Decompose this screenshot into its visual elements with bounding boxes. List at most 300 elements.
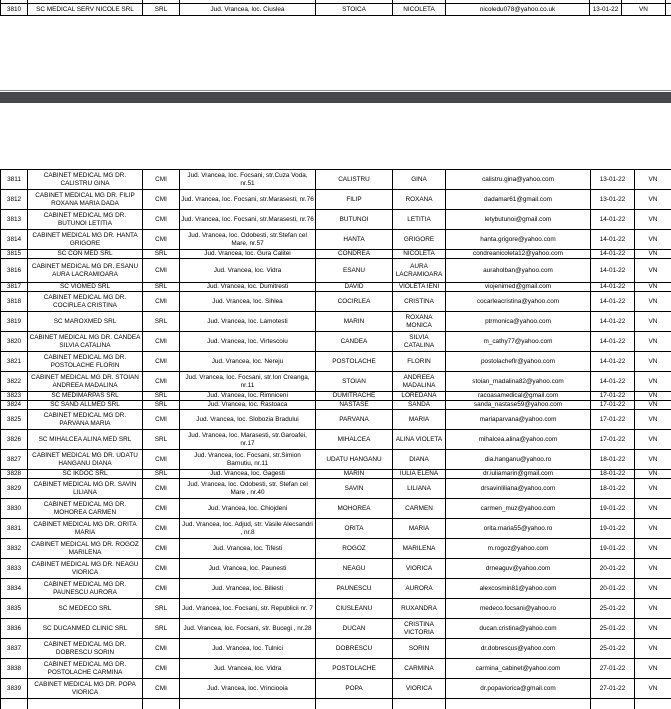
table-row [1, 372, 671, 392]
last-name-cell: CONDREA [316, 250, 393, 259]
address-cell: Jud. Vrancea, loc. Gagesti [180, 470, 316, 479]
row-number-cell: 3820 [1, 332, 28, 352]
email-cell: drneaguv@yahoo.com [446, 559, 591, 579]
county-cell: VN [635, 230, 671, 250]
table-row [1, 479, 671, 499]
email-cell: auraholban@yahoo.com [446, 259, 591, 283]
first-name-cell: CRISTINA VICTORIA [393, 619, 446, 639]
county-cell: VN [635, 430, 671, 450]
provider-name-cell: CABINET MEDICAL MG DR. COCIRLEA CRISTINA [28, 292, 143, 312]
first-name-cell: CARMEN [393, 499, 446, 519]
last-name-cell: MARIN [316, 470, 393, 479]
first-name-cell: IULIA ELENA [393, 470, 446, 479]
county-cell: VN [622, 4, 666, 16]
last-name-cell: CANDEA [316, 332, 393, 352]
address-cell: Jud. Vrancea, loc. Lamotesti [180, 312, 316, 332]
table-row [1, 401, 671, 410]
legal-form-cell: CMI [143, 679, 180, 699]
last-name-cell: DOBRESCU [316, 639, 393, 659]
provider-name-cell: CABINET MEDICAL MG DR. UDATU HANGANU DIANA [28, 450, 143, 470]
date-cell: 14-01-22 [591, 312, 635, 332]
row-number-cell: 3823 [1, 392, 28, 401]
email-cell: m_cathy77@yahoo.com [446, 332, 591, 352]
first-name-cell: CRISTINA [393, 292, 446, 312]
legal-form-cell: CMI [143, 539, 180, 559]
table-row [1, 599, 671, 619]
county-cell: VN [635, 479, 671, 499]
address-cell: Jud. Vrancea, loc. Dumitresti [180, 283, 316, 292]
address-cell: Jud. Vrancea, loc. Vrinciooia [180, 679, 316, 699]
table-row [1, 639, 671, 659]
address-cell: Jud. Vrancea, loc. Focsani, str.Cuza Voda, nr.51 [180, 170, 316, 190]
legal-form-cell: SRL [143, 4, 180, 16]
row-number-cell: 3826 [1, 430, 28, 450]
county-cell: VN [635, 539, 671, 559]
legal-form-cell: CMI [143, 352, 180, 372]
email-cell: dr.iuliamarin@gmail.com [446, 470, 591, 479]
provider-name-cell: SC DUCANMED CLINIC SRL [28, 619, 143, 639]
date-cell: 13-01-22 [591, 170, 635, 190]
table-row [1, 539, 671, 559]
date-cell: 19-01-22 [591, 499, 635, 519]
email-cell: ptrmonica@yahoo.com [446, 312, 591, 332]
first-name-cell: VIORICA [393, 559, 446, 579]
last-name-cell: BUTUNOI [316, 210, 393, 230]
legal-form-cell: SRL [143, 392, 180, 401]
county-cell: VN [635, 401, 671, 410]
first-name-cell: CARMINA [393, 659, 446, 679]
county-cell: VN [635, 470, 671, 479]
first-name-cell: MARILENA [393, 539, 446, 559]
county-cell: VN [635, 659, 671, 679]
table-row [1, 659, 671, 679]
first-name-cell: AURORA [393, 579, 446, 599]
provider-name-cell: CABINET MEDICAL MG DR. CANDEA SILVIA CATALINA [28, 332, 143, 352]
county-cell: VN [635, 170, 671, 190]
row-number-cell: 3834 [1, 579, 28, 599]
provider-name-cell: SC IKDOC SRL [28, 470, 143, 479]
date-cell: 14-01-22 [591, 250, 635, 259]
legal-form-cell: CMI [143, 499, 180, 519]
county-cell: VN [635, 559, 671, 579]
county-cell: VN [635, 410, 671, 430]
table-row [1, 619, 671, 639]
legal-form-cell: CMI [143, 579, 180, 599]
email-cell: ducan.cristina@yahoo.com [446, 619, 591, 639]
last-name-cell: STOIAN [316, 372, 393, 392]
row-number-cell: 3825 [1, 410, 28, 430]
provider-name-cell: CABINET MEDICAL MG DR. ORITA MARIA [28, 519, 143, 539]
table-row [1, 450, 671, 470]
table-row [1, 679, 671, 699]
county-cell: VN [635, 250, 671, 259]
date-cell: 17-01-22 [591, 410, 635, 430]
table-row [1, 579, 671, 599]
county-cell: VN [635, 639, 671, 659]
last-name-cell: CIUSLEANU [316, 599, 393, 619]
county-cell: VN [635, 190, 671, 210]
provider-name-cell: CABINET MEDICAL MG DR. ROGOZ MARILENA [28, 539, 143, 559]
email-cell: mihalcea.alina@yahoo.com [446, 430, 591, 450]
county-cell: VN [635, 372, 671, 392]
last-name-cell: PAUNESCU [316, 579, 393, 599]
provider-name-cell: CABINET MEDICAL MG DR. POSTOLACHE FLORIN [28, 352, 143, 372]
legal-form-cell: CMI [143, 210, 180, 230]
row-number-cell: 3813 [1, 210, 28, 230]
first-name-cell: SANDA [393, 401, 446, 410]
page-break-line [0, 90, 671, 91]
last-name-cell: MARIN [316, 312, 393, 332]
date-cell: 14-01-22 [591, 372, 635, 392]
address-cell: Jud. Vrancea, loc. Focsani, str.Simion Barnutiu, nr.11 [180, 450, 316, 470]
county-cell: VN [635, 283, 671, 292]
provider-name-cell: CABINET MEDICAL MG DR. NEAGU VIORICA [28, 559, 143, 579]
date-cell: 14-01-22 [591, 259, 635, 283]
address-cell: Jud. Vrancea, loc. Tulnici [180, 639, 316, 659]
last-name-cell: POPA [316, 679, 393, 699]
table-row [1, 190, 671, 210]
date-cell: 20-01-22 [591, 559, 635, 579]
first-name-cell: VIORICA [393, 679, 446, 699]
county-cell: VN [635, 599, 671, 619]
row-number-cell: 3829 [1, 479, 28, 499]
row-number-cell: 3818 [1, 292, 28, 312]
date-cell: 14-01-22 [591, 230, 635, 250]
date-cell: 14-01-22 [591, 352, 635, 372]
row-number-cell: 3828 [1, 470, 28, 479]
provider-name-cell: CABINET MEDICAL MG DR. PARVANA MARIA [28, 410, 143, 430]
last-name-cell: STOICA [316, 4, 393, 16]
date-cell: 14-01-22 [591, 292, 635, 312]
last-name-cell: POSTOLACHE [316, 352, 393, 372]
provider-name-cell: CABINET MEDICAL MG DR. DOBRESCU SORIN [28, 639, 143, 659]
page-break-bar [0, 92, 671, 103]
first-name-cell: SILVIA CATALINA [393, 332, 446, 352]
email-cell: m.rogoz@yahoo.com [446, 539, 591, 559]
email-cell: orita.maria55@yahoo.ro [446, 519, 591, 539]
provider-name-cell: CABINET MEDICAL MG DR. MOHOREA CARMEN [28, 499, 143, 519]
date-cell: 27-01-22 [591, 679, 635, 699]
address-cell: Jud. Vrancea, loc. Slobozia Bradului [180, 410, 316, 430]
legal-form-cell: SRL [143, 401, 180, 410]
first-name-cell: LOREDANA [393, 392, 446, 401]
provider-name-cell: CABINET MEDICAL MG DR. BUTUNOI LETITIA [28, 210, 143, 230]
provider-name-cell: CABINET MEDICAL MG DR. CALISTRU GINA [28, 170, 143, 190]
county-cell: VN [635, 519, 671, 539]
table-row [1, 410, 671, 430]
first-name-cell: LILIANA [393, 479, 446, 499]
table-row [1, 250, 671, 259]
provider-name-cell: CABINET MEDICAL MG DR. HANTA GRIGORE [28, 230, 143, 250]
address-cell: Jud. Vrancea, loc. Focsani, str. Bucegi , nr.28 [180, 619, 316, 639]
email-cell: carmina_cabinet@yahoo.com [446, 659, 591, 679]
address-cell: Jud. Vrancea, loc. Rastoaca [180, 401, 316, 410]
email-cell: alexcosmin81@yahoo.com [446, 579, 591, 599]
row-number-cell: 3833 [1, 559, 28, 579]
first-name-cell: ALINA VIOLETA [393, 430, 446, 450]
last-name-cell: CALISTRU [316, 170, 393, 190]
address-cell: Jud. Vrancea, loc. Focsani, str.Marasesti, nr.76 [180, 210, 316, 230]
county-cell: VN [635, 332, 671, 352]
date-cell: 20-01-22 [591, 579, 635, 599]
row-number-cell: 3812 [1, 190, 28, 210]
date-cell: 18-01-22 [591, 479, 635, 499]
county-cell: VN [635, 619, 671, 639]
date-cell: 19-01-22 [591, 519, 635, 539]
first-name-cell: ANDREEA MADALINA [393, 372, 446, 392]
table-row [1, 430, 671, 450]
address-cell [180, 699, 316, 709]
county-cell [635, 699, 671, 709]
county-cell: VN [635, 450, 671, 470]
email-cell: letybutunoi@gmail.com [446, 210, 591, 230]
provider-name-cell: CABINET MEDICAL MG DR. FILIP ROXANA MARIA DADA [28, 190, 143, 210]
date-cell: 25-01-22 [591, 599, 635, 619]
email-cell: dr.popaviorica@gmail.com [446, 679, 591, 699]
legal-form-cell: CMI [143, 639, 180, 659]
email-cell: nicoledu078@yahoo.co.uk [446, 4, 590, 16]
legal-form-cell: CMI [143, 190, 180, 210]
table-row [1, 352, 671, 372]
county-cell: VN [635, 352, 671, 372]
first-name-cell: NICOLETA [393, 4, 446, 16]
table-row [1, 699, 671, 709]
provider-name-cell: SC CON MED SRL [28, 250, 143, 259]
legal-form-cell: CMI [143, 332, 180, 352]
address-cell: Jud. Vrancea, loc. Focsani, str.Marasesti, nr.76 [180, 190, 316, 210]
email-cell: dr.dobrescus@yahoo.com [446, 639, 591, 659]
provider-name-cell: SC SAND ALLMED SRL [28, 401, 143, 410]
row-number-cell: 3827 [1, 450, 28, 470]
address-cell: Jud. Vrancea, loc. Sihlea [180, 292, 316, 312]
legal-form-cell: CMI [143, 559, 180, 579]
legal-form-cell: CMI [143, 292, 180, 312]
email-cell: drsavinliliana@yahoo.com [446, 479, 591, 499]
email-cell: hanta.grigore@yahoo.com [446, 230, 591, 250]
first-name-cell: FLORIN [393, 352, 446, 372]
table-row [1, 519, 671, 539]
row-number-cell: 3838 [1, 659, 28, 679]
provider-name-cell: SC MEDICAL SERV NICOLE SRL [28, 4, 143, 16]
provider-name-cell: SC MIHALCEA ALINA MED SRL [28, 430, 143, 450]
first-name-cell [393, 699, 446, 709]
first-name-cell: VIOLETA IENI [393, 283, 446, 292]
legal-form-cell: SRL [143, 430, 180, 450]
address-cell: Jud. Vrancea, loc. Odobesti, str.Stefan cel Mare, nr.57 [180, 230, 316, 250]
email-cell: condreanicoleta12@yahoo.com [446, 250, 591, 259]
first-name-cell: GINA [393, 170, 446, 190]
county-cell: VN [635, 392, 671, 401]
row-number-cell: 3832 [1, 539, 28, 559]
first-name-cell: NICOLETA [393, 250, 446, 259]
first-name-cell: SORIN [393, 639, 446, 659]
row-number-cell: 3821 [1, 352, 28, 372]
provider-name-cell: CABINET MEDICAL MG DR. SAVIN LILIANA [28, 479, 143, 499]
provider-name-cell: CABINET MEDICAL MG DR. POPA VIORICA [28, 679, 143, 699]
providers-table [0, 169, 671, 709]
table-row [1, 170, 671, 190]
date-cell: 25-01-22 [591, 639, 635, 659]
last-name-cell: UDATU HANGANU [316, 450, 393, 470]
first-name-cell: GRIGORE [393, 230, 446, 250]
address-cell: Jud. Vrancea, loc. Focsani, str.Ion Creanga, nr.11 [180, 372, 316, 392]
first-name-cell: ROXANA [393, 190, 446, 210]
table-row [1, 230, 671, 250]
email-cell: calistru.gina@yahoo.com [446, 170, 591, 190]
email-cell: racoasamedical@gmail.com [446, 392, 591, 401]
legal-form-cell: CMI [143, 230, 180, 250]
address-cell: Jud. Vrancea, loc. Virtescoiu [180, 332, 316, 352]
first-name-cell: RUXANDRA [393, 599, 446, 619]
legal-form-cell [143, 699, 180, 709]
date-cell: 14-01-22 [591, 332, 635, 352]
email-cell: sanda_nastase59@yahoo.com [446, 401, 591, 410]
legal-form-cell: SRL [143, 283, 180, 292]
county-cell: VN [635, 259, 671, 283]
previous-page-table [0, 0, 671, 16]
last-name-cell: POSTOLACHE [316, 659, 393, 679]
provider-name-cell: CABINET MEDICAL MG DR. STOIAN ANDREEA MADALINA [28, 372, 143, 392]
address-cell: Jud. Vrancea, loc. Adjud, str. Vasile Alecsandri , nr.8 [180, 519, 316, 539]
extra-cell [666, 4, 671, 16]
last-name-cell: HANTA [316, 230, 393, 250]
county-cell: VN [635, 292, 671, 312]
first-name-cell: ROXANA MONICA [393, 312, 446, 332]
row-number-cell: 3839 [1, 679, 28, 699]
email-cell: cocarleacristina@yahoo.com [446, 292, 591, 312]
date-cell: 17-01-22 [591, 401, 635, 410]
legal-form-cell: CMI [143, 479, 180, 499]
row-number-cell: 3835 [1, 599, 28, 619]
email-cell: postolacheflr@yahoo.com [446, 352, 591, 372]
legal-form-cell: SRL [143, 619, 180, 639]
row-number-cell: 3817 [1, 283, 28, 292]
last-name-cell: MOHOREA [316, 499, 393, 519]
table-row [1, 4, 671, 16]
last-name-cell: NEAGU [316, 559, 393, 579]
row-number-cell: 3815 [1, 250, 28, 259]
provider-name-cell: SC MEDIMARPAS SRL [28, 392, 143, 401]
table-row [1, 312, 671, 332]
address-cell: Jud. Vrancea, loc. Nereju [180, 352, 316, 372]
legal-form-cell: CMI [143, 519, 180, 539]
legal-form-cell: SRL [143, 470, 180, 479]
address-cell: Jud. Vrancea, loc. Gura Calitei [180, 250, 316, 259]
date-cell: 13-01-22 [591, 190, 635, 210]
email-cell [446, 699, 591, 709]
date-cell: 17-01-22 [591, 430, 635, 450]
table-row [1, 559, 671, 579]
county-cell: VN [635, 499, 671, 519]
date-cell: 18-01-22 [591, 470, 635, 479]
table-row [1, 292, 671, 312]
first-name-cell: DIANA [393, 450, 446, 470]
address-cell: Jud. Vrancea, loc. Vidra [180, 259, 316, 283]
last-name-cell [316, 699, 393, 709]
last-name-cell: FILIP [316, 190, 393, 210]
provider-name-cell [28, 699, 143, 709]
legal-form-cell: CMI [143, 170, 180, 190]
address-cell: Jud. Vrancea, loc. Chiojdeni [180, 499, 316, 519]
last-name-cell: DUCAN [316, 619, 393, 639]
table-row [1, 283, 671, 292]
provider-name-cell: CABINET MEDICAL MG DR. PAUNESCU AURORA [28, 579, 143, 599]
last-name-cell: SAVIN [316, 479, 393, 499]
county-cell: VN [635, 210, 671, 230]
date-cell: 25-01-22 [591, 619, 635, 639]
email-cell: carmen_muz@yahoo.com [446, 499, 591, 519]
row-number-cell: 3830 [1, 499, 28, 519]
row-number-cell [1, 699, 28, 709]
date-cell: 13-01-22 [590, 4, 622, 16]
table-row [1, 392, 671, 401]
email-cell: medeco.focsani@yahoo.ro [446, 599, 591, 619]
table-row [1, 499, 671, 519]
address-cell: Jud. Vrancea, loc. Rimniceni [180, 392, 316, 401]
legal-form-cell: SRL [143, 312, 180, 332]
legal-form-cell: CMI [143, 259, 180, 283]
date-cell: 17-01-22 [591, 392, 635, 401]
email-cell: dia.hanganu@yahoo.ro [446, 450, 591, 470]
last-name-cell: MIHALCEA [316, 430, 393, 450]
date-cell: 27-01-22 [591, 659, 635, 679]
legal-form-cell: CMI [143, 659, 180, 679]
email-cell: mariaparvana@yahoo.com [446, 410, 591, 430]
legal-form-cell: SRL [143, 599, 180, 619]
address-cell: Jud. Vrancea, loc. Vidra [180, 659, 316, 679]
address-cell: Jud. Vrancea, loc. Tifesti [180, 539, 316, 559]
table-row [1, 259, 671, 283]
county-cell: VN [635, 312, 671, 332]
table-row [1, 470, 671, 479]
first-name-cell: MARIA [393, 519, 446, 539]
row-number-cell: 3816 [1, 259, 28, 283]
first-name-cell: AURA LACRAMIOARA [393, 259, 446, 283]
row-number-cell: 3810 [1, 4, 28, 16]
date-cell: 14-01-22 [591, 283, 635, 292]
date-cell: 19-01-22 [591, 539, 635, 559]
address-cell: Jud. Vrancea, loc. Focsani, str. Republicii nr. 7 [180, 599, 316, 619]
address-cell: Jud. Vrancea, loc. Paunesti [180, 559, 316, 579]
table-row [1, 332, 671, 352]
legal-form-cell: SRL [143, 250, 180, 259]
row-number-cell: 3836 [1, 619, 28, 639]
row-number-cell: 3814 [1, 230, 28, 250]
legal-form-cell: CMI [143, 450, 180, 470]
date-cell: 18-01-22 [591, 450, 635, 470]
provider-name-cell: CABINET MEDICAL MG DR. ESANU AURA LACRAMIOARA [28, 259, 143, 283]
last-name-cell: DAVID [316, 283, 393, 292]
address-cell: Jud. Vrancea, loc. Odobesti, str. Stefan cel Mare , nr.40 [180, 479, 316, 499]
address-cell: Jud. Vrancea, loc. Biliesti [180, 579, 316, 599]
row-number-cell: 3837 [1, 639, 28, 659]
last-name-cell: ESANU [316, 259, 393, 283]
legal-form-cell: CMI [143, 372, 180, 392]
last-name-cell: PARVANA [316, 410, 393, 430]
last-name-cell: ROGOZ [316, 539, 393, 559]
provider-name-cell: CABINET MEDICAL MG DR. POSTOLACHE CARMINA [28, 659, 143, 679]
email-cell: stoian_madalina82@yahoo.com [446, 372, 591, 392]
email-cell: viojenimed@gmail.com [446, 283, 591, 292]
first-name-cell: MARIA [393, 410, 446, 430]
last-name-cell: NASTASE [316, 401, 393, 410]
last-name-cell: DUMITRACHE [316, 392, 393, 401]
last-name-cell: COCIRLEA [316, 292, 393, 312]
row-number-cell: 3831 [1, 519, 28, 539]
provider-name-cell: SC VIOMED SRL [28, 283, 143, 292]
row-number-cell: 3819 [1, 312, 28, 332]
email-cell: dadamar61@gmail.com [446, 190, 591, 210]
